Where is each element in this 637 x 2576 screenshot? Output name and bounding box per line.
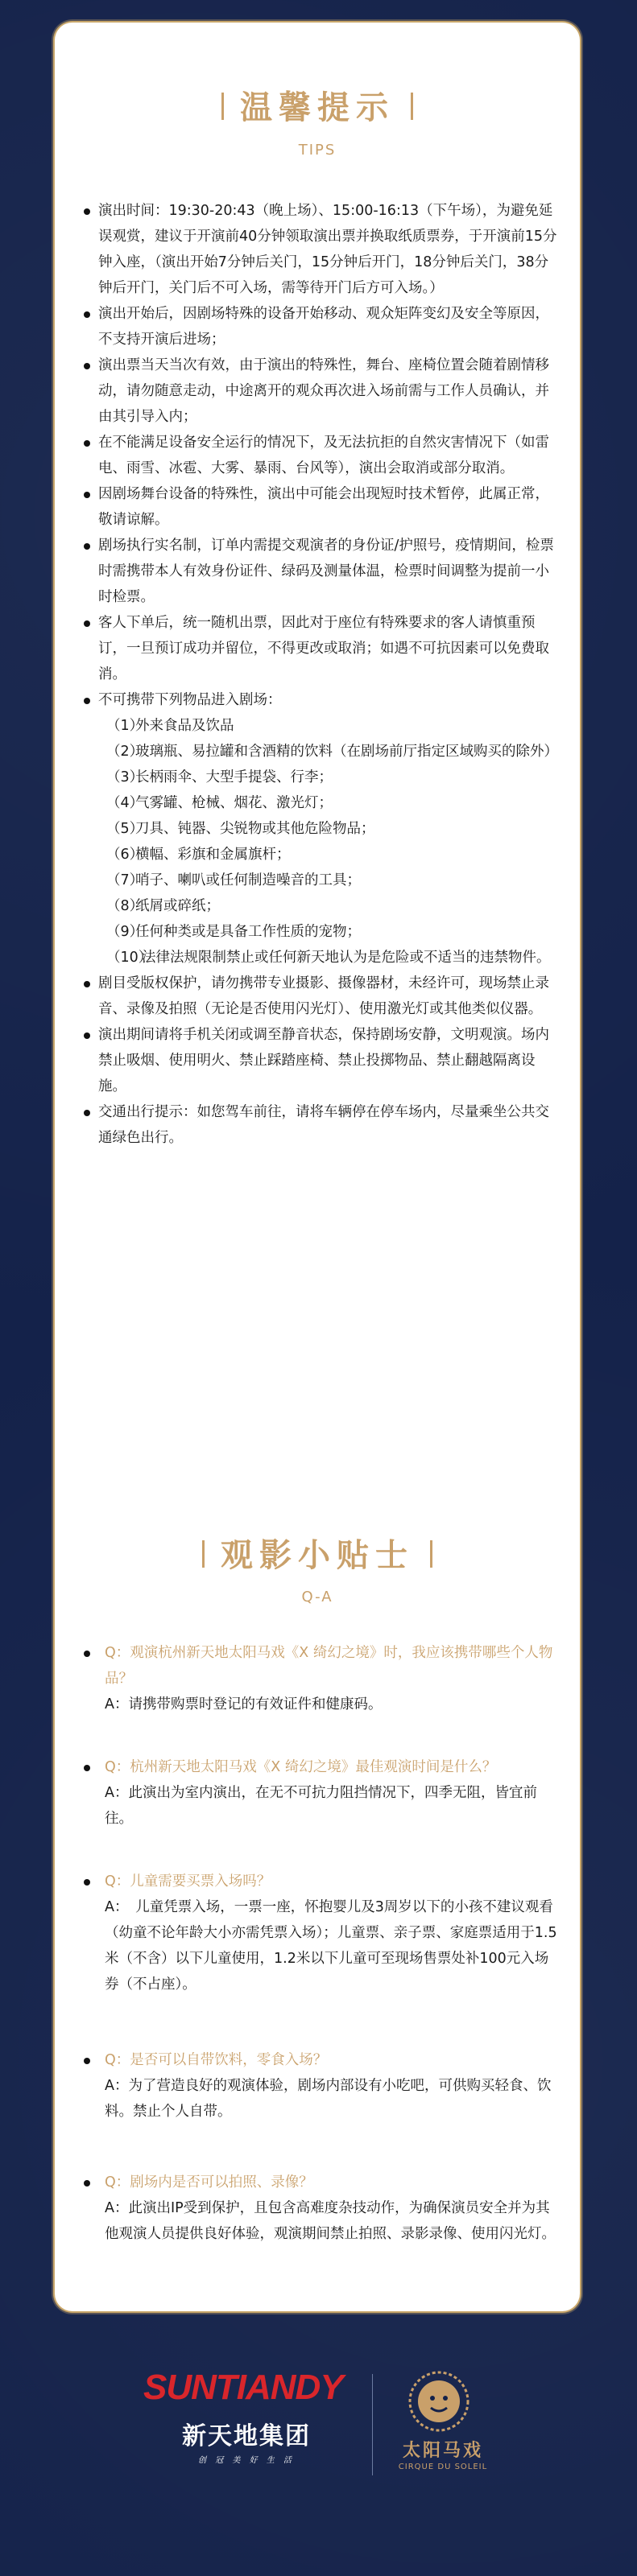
banned-text: 外来食品及饮品 (135, 718, 234, 734)
banned-list (98, 713, 559, 971)
qa-item (84, 1640, 559, 1717)
banned-text: 玻璃瓶、易拉罐和含酒精的饮料（在剧场前厅指定区域购买的除外） (135, 744, 558, 760)
banned-num: （3） (106, 769, 144, 785)
banned-item (106, 765, 559, 790)
qa-question: Q：观演杭州新天地太阳马戏《X 绮幻之境》时，我应该携带哪些个人物品？ (84, 1640, 559, 1692)
tip-item: 演出时间：19:30-20:43（晚上场）、15:00-16:13（下午场），为避免延误观赏，建议于开演前40分钟领取演出票并换取纸质票券，于开演前15分钟入座，（演出开始7分钟后关门，15分钟后开门，18分钟后关门，38分钟后开门，关门后不可入场，需等待开门后方可入场。） (84, 198, 559, 301)
qa-subtitle: Q-A (301, 1589, 333, 1605)
banned-text: 哨子、喇叭或任何制造噪音的工具； (135, 872, 361, 888)
banned-num: （1） (106, 718, 144, 734)
suntiandy-cn-name: 新天地集团 (182, 2422, 311, 2450)
tip-item: 演出期间请将手机关闭或调至静音状态，保持剧场安静，文明观演。场内禁止吸烟、使用明火、禁止踩踏座椅、禁止投掷物品、禁止翻越隔离设施。 (84, 1022, 559, 1099)
title-bar-right (430, 1540, 432, 1568)
cirque-sun-icon (407, 2369, 471, 2434)
banned-num: （9） (106, 924, 144, 940)
tips-subtitle: TIPS (298, 142, 337, 159)
banned-text: 气雾罐、枪械、烟花、激光灯； (135, 795, 333, 811)
tip-item: 客人下单后，统一随机出票，因此对于座位有特殊要求的客人请慎重预订，一旦预订成功并留位，不得更改或取消；如遇不可抗因素可以免费取消。 (84, 610, 559, 687)
tip-item: 演出票当天当次有效，由于演出的特殊性，舞台、座椅位置会随着剧情移动，请勿随意走动，中途离开的观众再次进入场前需与工作人员确认，并由其引导入内； (84, 352, 559, 430)
tip-item: 演出开始后，因剧场特殊的设备开始移动、观众矩阵变幻及安全等原因，不支持开演后进场； (84, 301, 559, 352)
tip-item: 在不能满足设备安全运行的情况下，及无法抗拒的自然灾害情况下（如雷电、雨雪、冰雹、大雾、暴雨、台风等），演出会取消或部分取消。 (84, 430, 559, 481)
qa-item (84, 1754, 559, 1832)
banned-item (106, 713, 559, 739)
banned-text: 法律法规限制禁止或任何新天地认为是危险或不适当的违禁物件。 (142, 950, 551, 966)
banned-item (106, 893, 559, 919)
qa-answer: A： 儿童凭票入场，一票一座，怀抱婴儿及3周岁以下的小孩不建议观看（幼童不论年龄大小亦需凭票入场）；儿童票、亲子票、家庭票适用于1.5米（不含）以下儿童使用，1.2米以下儿童可至现场售票处补100元入场券（不占座）。 (105, 1899, 557, 1993)
banned-num: （10） (106, 950, 153, 966)
title-bar-right (411, 93, 413, 120)
banned-item (106, 919, 559, 945)
cirque-cn-name: 太阳马戏 (402, 2441, 483, 2461)
banned-item (106, 945, 559, 971)
qa-answer: A：为了营造良好的观演体验，剧场内部设有小吃吧，可供购买轻食、饮料。禁止个人自带。 (105, 2078, 552, 2120)
info-card (55, 23, 580, 2311)
qa-answer: A：请携带购票时登记的有效证件和健康码。 (105, 1696, 383, 1713)
qa-question: Q：是否可以自带饮料，零食入场？ (84, 2047, 559, 2073)
tips-list (84, 198, 559, 1151)
banned-num: （5） (106, 821, 144, 837)
banned-item (106, 842, 559, 868)
banned-num: （7） (106, 872, 144, 888)
qa-title-text: 观影小贴士 (221, 1537, 414, 1574)
banned-num: （6） (106, 847, 144, 863)
qa-item (84, 2047, 559, 2125)
banned-text: 任何种类或是具备工作性质的宠物； (135, 924, 361, 940)
qa-question: Q：杭州新天地太阳马戏《X 绮幻之境》最佳观演时间是什么？ (84, 1754, 559, 1780)
qa-item (84, 1869, 559, 1997)
tips-title (55, 82, 580, 128)
suntiandy-logo: SUNTIANDY (143, 2368, 343, 2407)
banned-text: 横幅、彩旗和金属旗杆； (135, 847, 291, 863)
qa-question: Q：剧场内是否可以拍照、录像？ (84, 2170, 559, 2195)
qa-question: Q：儿童需要买票入场吗？ (84, 1869, 559, 1894)
tip-item: 剧场执行实名制，订单内需提交观演者的身份证/护照号，疫情期间，检票时需携带本人有效身份证件、绿码及测量体温，检票时间调整为提前一小时检票。 (84, 533, 559, 610)
title-bar-left (202, 1540, 205, 1568)
banned-item (106, 790, 559, 816)
tip-item: 交通出行提示：如您驾车前往，请将车辆停在停车场内，尽量乘坐公共交通绿色出行。 (84, 1099, 559, 1151)
qa-answer: A：此演出IP受到保护，且包含高难度杂技动作，为确保演员安全并为其他观演人员提供良好体验，观演期间禁止拍照、录影录像、使用闪光灯。 (105, 2200, 556, 2242)
tip-item: 因剧场舞台设备的特殊性，演出中可能会出现短时技术暂停，此属正常，敬请谅解。 (84, 481, 559, 533)
banned-num: （4） (106, 795, 144, 811)
footer-divider (372, 2374, 373, 2475)
footer (0, 2350, 637, 2527)
tip-item-banned (84, 687, 559, 971)
banned-num: （2） (106, 744, 144, 760)
title-bar-left (221, 93, 224, 120)
tip-item: 剧目受版权保护，请勿携带专业摄影、摄像器材，未经许可，现场禁止录音、录像及拍照（无论是否使用闪光灯）、使用激光灯或其他类似仪器。 (84, 971, 559, 1022)
suntiandy-slogan: 创 冠 美 好 生 活 (198, 2456, 295, 2465)
banned-num: （8） (106, 898, 144, 914)
qa-title (55, 1530, 580, 1576)
qa-answer: A：此演出为室内演出，在无不可抗力阻挡情况下，四季无阻，皆宜前往。 (105, 1785, 537, 1827)
banned-text: 长柄雨伞、大型手提袋、行李； (135, 769, 333, 785)
banned-item (106, 816, 559, 842)
banned-text: 纸屑或碎纸； (135, 898, 220, 914)
tips-title-text: 温馨提示 (240, 89, 395, 126)
cirque-en-name: CIRQUE DU SOLEIL (398, 2463, 488, 2471)
qa-item (84, 2170, 559, 2247)
banned-item (106, 868, 559, 893)
banned-intro: 不可携带下列物品进入剧场： (98, 692, 282, 708)
banned-text: 刀具、钝器、尖锐物或其他危险物品； (135, 821, 375, 837)
banned-item (106, 739, 559, 765)
